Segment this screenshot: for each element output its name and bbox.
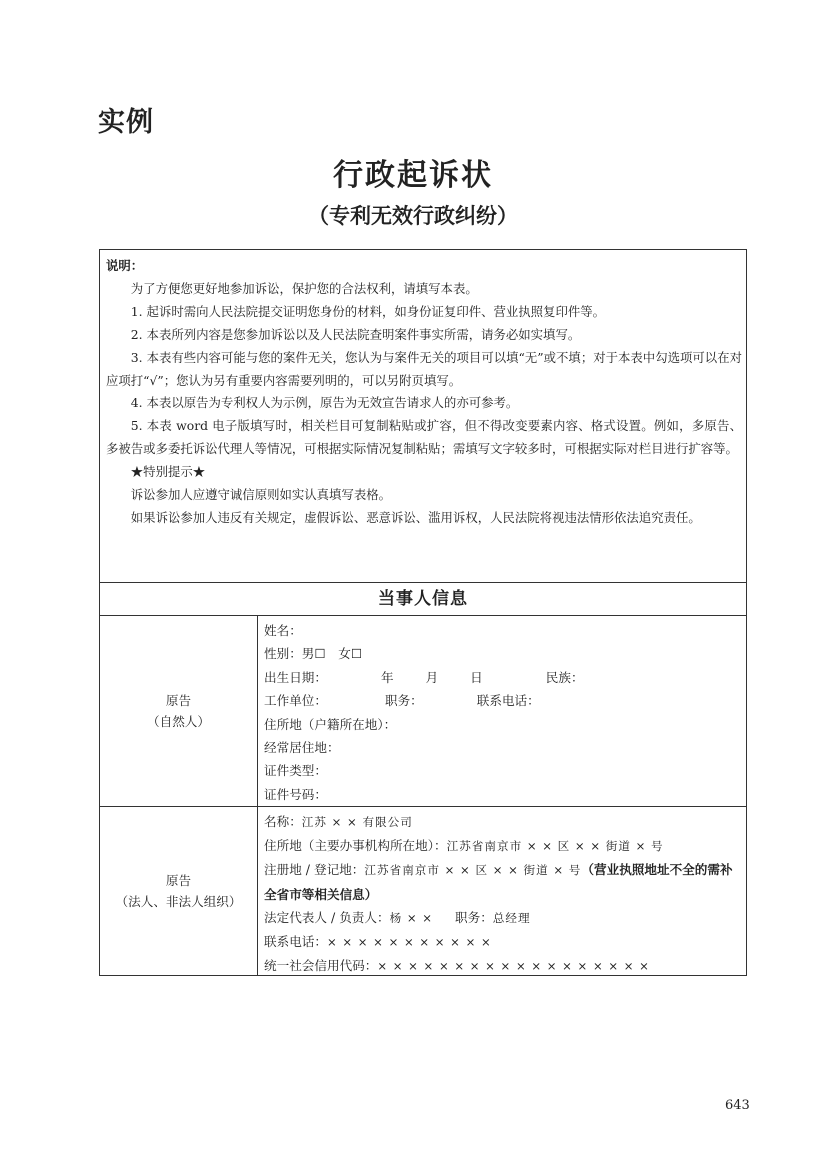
- plaintiff-organization-row: [99, 806, 747, 976]
- instructions-label: 说明：: [106, 258, 144, 273]
- instruction-paragraph: 为了方便您更好地参加诉讼，保护您的合法权利，请填写本表。: [130, 280, 478, 296]
- instruction-paragraph: 如果诉讼参加人违反有关规定，虚假诉讼、恶意诉讼、滥用诉权，人民法院将视违法情形依法追究责任。: [130, 509, 701, 525]
- org-representative-value: 杨 × ×: [389, 910, 433, 925]
- org-rep-position-value: 总经理: [492, 910, 531, 925]
- instruction-paragraph: 诉讼参加人应遵守诚信原则如实认真填写表格。: [130, 487, 391, 503]
- position-label: 职务：: [384, 693, 423, 709]
- org-name-value: 江苏 × × 有限公司: [301, 815, 413, 829]
- org-address-field[interactable]: [264, 834, 742, 858]
- org-credit-code-label: 统一社会信用代码：: [264, 958, 378, 974]
- id-type-field[interactable]: 证件类型：: [264, 763, 327, 779]
- plaintiff-natural-person-row: [99, 615, 747, 807]
- gender-field[interactable]: 性别：男☐ 女☐: [264, 646, 363, 662]
- plaintiff-natural-label: [100, 616, 258, 806]
- org-credit-code-value: × × × × × × × × × × × × × × × × × ×: [377, 959, 650, 974]
- org-address-label: 住所地（主要办事机构所在地）：: [264, 838, 447, 854]
- party-info-header: 当事人信息: [99, 582, 747, 616]
- plaintiff-org-label: [100, 807, 258, 975]
- birth-month-label: 月: [425, 669, 439, 685]
- org-rep-position-label: 职务：: [455, 909, 493, 925]
- org-name-field[interactable]: [264, 810, 742, 834]
- birth-date-label: 出生日期：: [264, 669, 327, 685]
- org-phone-value: × × × × × × × × × × ×: [326, 935, 492, 950]
- work-unit-label: 工作单位：: [264, 693, 327, 709]
- instruction-paragraph: 3. 本表有些内容可能与您的案件无关，您认为与案件无关的项目可以填“无”或不填；对于本表中勾选项可以在对应项打“√”；您认为另有重要内容需要列明的，可以另附页填写。: [106, 349, 742, 388]
- org-name-label: 名称：: [264, 814, 302, 829]
- plaintiff-org-fields: [258, 807, 746, 975]
- org-registration-field[interactable]: [264, 858, 742, 905]
- org-phone-label: 联系电话：: [264, 934, 327, 950]
- special-notice-heading: ★特别提示★: [130, 464, 206, 480]
- org-phone-field[interactable]: [264, 930, 742, 954]
- instruction-paragraph: 1. 起诉时需向人民法院提交证明您身份的材料，如身份证复印件、营业执照复印件等。: [130, 303, 606, 319]
- residence-field[interactable]: 住所地（户籍所在地）：: [264, 716, 397, 732]
- org-registration-label: 注册地 / 登记地：: [264, 862, 365, 878]
- plaintiff-type-label: （法人、非法人组织）: [115, 894, 242, 909]
- document-title: 行政起诉状: [333, 158, 493, 193]
- birth-year-label: 年: [380, 669, 394, 685]
- id-number-field[interactable]: 证件号码：: [264, 786, 327, 802]
- page-number: 643: [725, 1098, 750, 1113]
- name-field[interactable]: 姓名：: [264, 623, 302, 638]
- org-representative-label: 法定代表人 / 负责人：: [264, 909, 390, 925]
- org-registration-note: （营业执照地址不全的需补全省市等相关信息）: [264, 862, 733, 902]
- org-registration-value: 江苏省南京市 × × 区 × × 街道 × 号: [364, 863, 582, 878]
- birth-date-field[interactable]: [264, 666, 742, 689]
- org-credit-code-field[interactable]: [264, 954, 742, 978]
- work-unit-field[interactable]: [264, 689, 742, 712]
- plaintiff-natural-fields: [258, 616, 746, 806]
- org-representative-field[interactable]: [264, 906, 742, 930]
- plaintiff-label: 原告: [165, 873, 192, 888]
- instruction-paragraph: 4. 本表以原告为专利权人为示例，原告为无效宣告请求人的亦可参考。: [130, 395, 519, 411]
- instruction-paragraph: 5. 本表 word 电子版填写时，相关栏目可复制粘贴或扩容，但不得改变要素内容、格式设置。例如，多原告、多被告或多委托诉讼代理人等情况，可根据实际情况复制粘贴；需填写文字较多时，可根据实际对栏目进行扩容等。: [106, 418, 742, 457]
- org-address-value: 江苏省南京市 × × 区 × × 街道 × 号: [446, 839, 664, 854]
- plaintiff-label: 原告: [165, 693, 192, 708]
- instructions-box: [99, 249, 747, 583]
- instruction-paragraph: 2. 本表所列内容是您参加诉讼以及人民法院查明案件事实所需，请务必如实填写。: [130, 326, 581, 342]
- section-heading: 实例: [98, 107, 154, 138]
- ethnicity-label: 民族：: [545, 669, 584, 685]
- plaintiff-type-label: （自然人）: [147, 714, 210, 729]
- habitual-residence-field[interactable]: 经常居住地：: [264, 740, 340, 756]
- phone-label: 联系电话：: [476, 693, 540, 709]
- document-subtitle: （专利无效行政纠纷）: [308, 204, 518, 228]
- birth-day-label: 日: [470, 669, 483, 685]
